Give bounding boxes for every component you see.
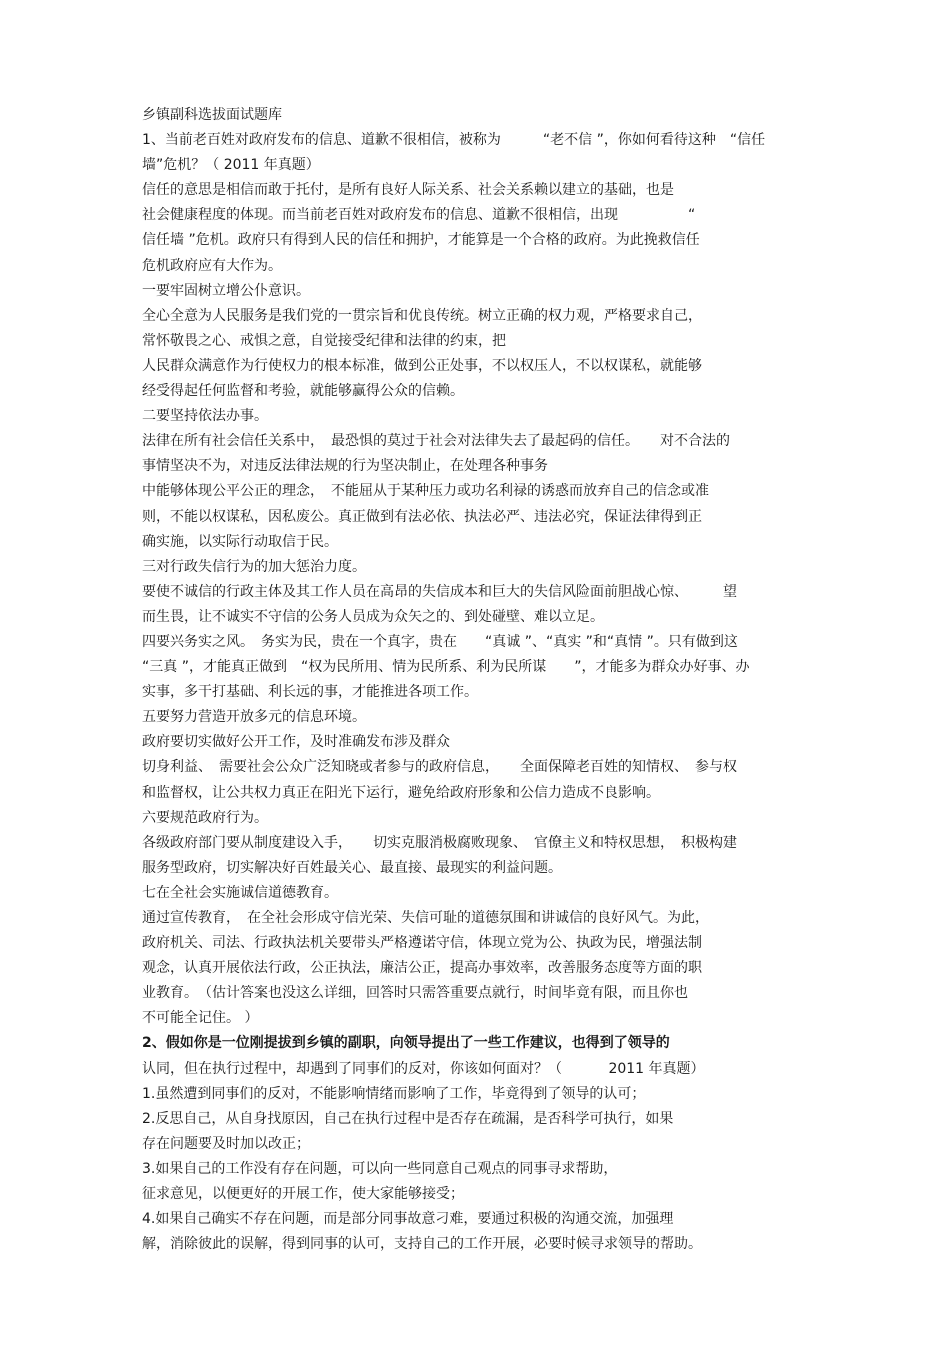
answer-line: 解，消除彼此的误解，得到同事的认可，支持自己的工作开展，必要时候寻求领导的帮助。: [142, 1236, 702, 1253]
answer-line: 不可能全记住。 ）: [142, 1010, 259, 1027]
answer-line: 危机政府应有大作为。: [142, 257, 282, 274]
answer-line: 则，不能以权谋私，因私废公。真正做到有法必依、执法必严、违法必究，保证法律得到正: [142, 508, 702, 525]
answer-line: 中能够体现公平公正的理念， 不能屈从于某种压力或功名利禄的诱惑而放弃自己的信念或准: [142, 483, 709, 500]
answer-line: “三真 ”，才能真正做到 “权为民所用、情为民所系、利为民所谋 ”，才能多为群众办好事、办: [142, 659, 750, 676]
point-heading: 四要兴务实之风。 务实为民，贵在一个真字，贵在 “真诚 ”、“真实 ”和“真情 ”。只有做到这: [142, 633, 738, 650]
answer-line: 确实施，以实际行动取信于民。: [142, 533, 338, 550]
point-heading: 五要努力营造开放多元的信息环境。: [142, 709, 366, 726]
question-2-line: 2、假如你是一位刚提拔到乡镇的副职，向领导提出了一些工作建议，也得到了领导的: [142, 1035, 670, 1052]
answer-line: 经受得起任何监督和考验，就能够赢得公众的信赖。: [142, 383, 464, 400]
answer-line: 事情坚决不为，对违反法律法规的行为坚决制止，在处理各种事务: [142, 458, 548, 475]
question-2-line: 认同，但在执行过程中，却遇到了同事们的反对，你该如何面对？（ 2011 年真题）: [142, 1060, 705, 1077]
answer-line: 存在问题要及时加以改正；: [142, 1135, 310, 1152]
answer-line: 业教育。 （估计答案也没这么详细，回答时只需答重要点就行，时间毕竟有限，而且你也: [142, 985, 688, 1002]
answer-line: 各级政府部门要从制度建设入手， 切实克服消极腐败现象、 官僚主义和特权思想， 积极构建: [142, 834, 737, 851]
answer-line: 全心全意为人民服务是我们党的一贯宗旨和优良传统。树立正确的权力观，严格要求自己，: [142, 307, 702, 324]
answer-line: 3.如果自己的工作没有存在问题，可以向一些同意自己观点的同事寻求帮助，: [142, 1160, 618, 1177]
answer-line: 征求意见，以便更好的开展工作，使大家能够接受；: [142, 1186, 464, 1203]
answer-line: 而生畏，让不诚实不守信的公务人员成为众矢之的、到处碰壁、难以立足。: [142, 608, 604, 625]
answer-line: 通过宣传教育， 在全社会形成守信光荣、失信可耻的道德氛围和讲诚信的良好风气。为此，: [142, 910, 709, 926]
answer-line: 服务型政府，切实解决好百姓最关心、最直接、最现实的利益问题。: [142, 859, 562, 876]
question-1-line: 墙”危机？（ 2011 年真题）: [142, 157, 320, 174]
answer-line: 1.虽然遭到同事们的反对，不能影响情绪而影响了工作，毕竟得到了领导的认可；: [142, 1085, 646, 1102]
point-heading: 六要规范政府行为。: [142, 809, 268, 826]
answer-line: 切身利益、 需要社会公众广泛知晓或者参与的政府信息， 全面保障老百姓的知情权、 参与权: [142, 759, 737, 776]
answer-line: 人民群众满意作为行使权力的根本标准，做到公正处事，不以权压人，不以权谋私，就能够: [142, 357, 702, 374]
document-title: 乡镇副科选拔面试题库: [142, 107, 282, 123]
point-heading: 二要坚持依法办事。: [142, 408, 268, 425]
answer-line: 法律在所有社会信任关系中， 最恐惧的莫过于社会对法律失去了最起码的信任。 对不合法的: [142, 433, 730, 450]
document-page: [142, 103, 807, 1257]
point-heading: 七在全社会实施诚信道德教育。: [142, 884, 338, 901]
answer-line: 和监督权，让公共权力真正在阳光下运行，避免给政府形象和公信力造成不良影响。: [142, 784, 660, 801]
point-heading: 一要牢固树立增公仆意识。: [142, 282, 310, 299]
answer-line: 2.反思自己，从自身找原因，自己在执行过程中是否存在疏漏，是否科学可执行，如果: [142, 1110, 674, 1127]
answer-line: 社会健康程度的体现。而当前老百姓对政府发布的信息、道歉不很相信，出现 “: [142, 207, 696, 224]
answer-line: 4.如果自己确实不存在问题，而是部分同事故意刁难，要通过积极的沟通交流，加强理: [142, 1211, 674, 1228]
answer-line: 信任墙 ”危机。政府只有得到人民的信任和拥护，才能算是一个合格的政府。为此挽救信任: [142, 232, 700, 249]
answer-line: 要使不诚信的行政主体及其工作人员在高昂的失信成本和巨大的失信风险面前胆战心惊、 望: [142, 583, 737, 600]
answer-line: 常怀敬畏之心、戒惧之意，自觉接受纪律和法律的约束，把: [142, 332, 506, 349]
answer-line: 观念，认真开展依法行政，公正执法，廉洁公正，提高办事效率，改善服务态度等方面的职: [142, 960, 702, 977]
answer-line: 政府机关、司法、行政执法机关要带头严格遵诺守信，体现立党为公、执政为民，增强法制: [142, 935, 702, 952]
point-heading: 三对行政失信行为的加大惩治力度。: [142, 558, 366, 575]
answer-line: 信任的意思是相信而敢于托付，是所有良好人际关系、社会关系赖以建立的基础，也是: [142, 182, 674, 199]
answer-line: 实事，多干打基础、利长远的事，才能推进各项工作。: [142, 684, 478, 701]
answer-line: 政府要切实做好公开工作，及时准确发布涉及群众: [142, 734, 450, 751]
question-1-line: 1、当前老百姓对政府发布的信息、道歉不很相信，被称为 “老不信 ”，你如何看待这种 “信任: [142, 132, 766, 149]
